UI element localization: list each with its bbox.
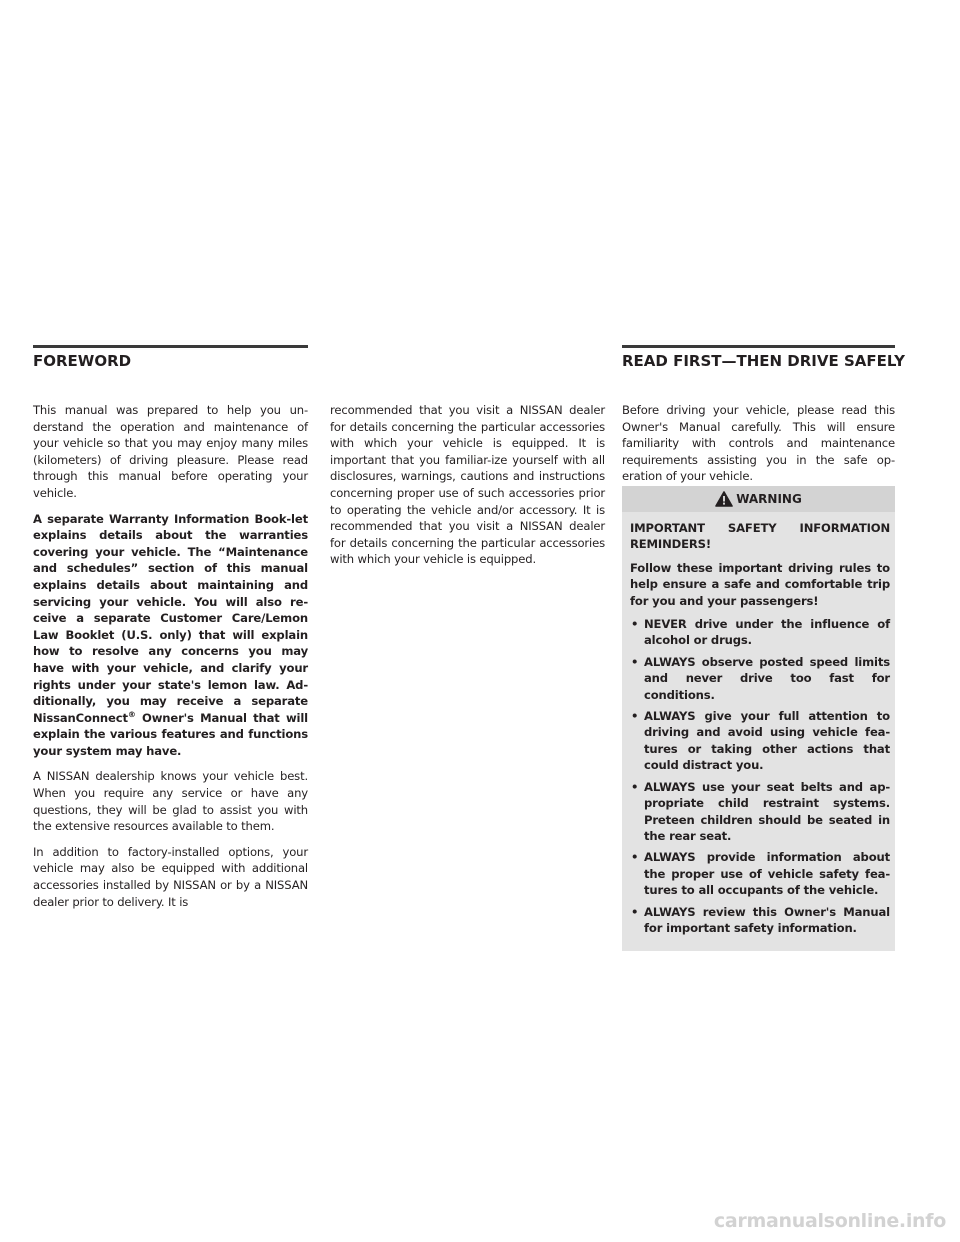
foreword-rule	[33, 345, 308, 348]
warning-item-text: NEVER drive under the influence of alcohol or drugs.	[644, 617, 890, 648]
warning-item	[630, 654, 890, 703]
registered-mark: ®	[127, 709, 136, 719]
warning-item-text: ALWAYS observe posted speed limits and never drive too fast for conditions.	[644, 654, 890, 702]
warning-body	[622, 512, 895, 936]
warning-item-text: ALWAYS provide information about the proper use of vehicle safety fea-tures to all occupants of the vehicle.	[644, 850, 890, 898]
warning-item-text: ALWAYS give your full attention to driving and avoid using vehicle fea-tures or taking other actions that could distract you.	[644, 709, 890, 773]
warning-title: WARNING	[736, 492, 802, 506]
warranty-text: A separate Warranty Information Book-let explains details about the warranties covering your vehicle. The “Maintenance and schedules” section of this manual explains details about maintaining and servicing your vehicle. You will also re-ceive a separate Customer Care/Lemon Law Booklet (U.S. only) that will explain how to resolve any concerns you may have with your vehicle, and clarify your rights under your state's lemon law. Ad-ditionally, you may receive a separate NissanConnect	[33, 511, 308, 725]
warning-triangle-icon	[715, 491, 733, 507]
read-first-rule	[622, 345, 895, 348]
warning-item-text: ALWAYS use your seat belts and ap-propriate child restraint systems. Preteen children should be seated in the rear seat.	[644, 779, 890, 843]
warning-header	[622, 486, 895, 512]
foreword-paragraph-1: This manual was prepared to help you un-derstand the operation and maintenance of your vehicle so that you may enjoy many miles (kilometers) of driving pleasure. Please read through this manual before operating your vehicle.	[33, 403, 308, 500]
read-first-column	[622, 402, 895, 494]
read-first-intro: Before driving your vehicle, please read this Owner's Manual carefully. This will ensure familiarity with controls and maintenance requirements assisting you in the safe op-eration of your vehicle.	[622, 403, 895, 484]
warranty-text-end: Owner's Manual that will explain the various features and functions your system may have.	[33, 710, 308, 758]
bullet: •	[631, 654, 639, 669]
bullet: •	[631, 779, 639, 794]
warranty-paragraph	[33, 511, 308, 760]
bullet: •	[631, 850, 639, 865]
bullet: •	[631, 904, 639, 919]
accessories-paragraph-continued: recommended that you visit a NISSAN dealer for details concerning the particular accessories with which your vehicle is equipped. It is important that you familiar-ize yourself with all disclosures, warnings, cautions and instructions concerning proper use of such accessories prior to operating the vehicle and/or accessory. It is recommended that you visit a NISSAN dealer for details concerning the particular accessories with which your vehicle is equipped.	[330, 403, 605, 567]
warning-item	[630, 616, 890, 649]
warning-item-text: ALWAYS review this Owner's Manual for important safety information.	[644, 904, 890, 935]
dealership-paragraph: A NISSAN dealership knows your vehicle best. When you require any service or have any questions, they will be glad to assist you with the extensive resources available to them.	[33, 769, 308, 834]
foreword-column-2	[330, 402, 605, 577]
warning-list	[630, 616, 890, 936]
warning-subheading: Follow these important driving rules to help ensure a safe and comfortable trip for you and your passengers!	[630, 560, 890, 608]
accessories-paragraph: In addition to factory-installed options, your vehicle may also be equipped with additional accessories installed by NISSAN or by a NISSAN dealer prior to delivery. It is	[33, 844, 308, 909]
warning-box	[622, 486, 895, 951]
footer-watermark: carmanualsonline.info	[713, 1210, 946, 1232]
warning-heading: IMPORTANT SAFETY INFORMATION REMINDERS!	[630, 521, 890, 552]
warning-item	[630, 779, 890, 845]
foreword-column-1	[33, 402, 308, 919]
warning-item	[630, 904, 890, 937]
read-first-heading: READ FIRST—THEN DRIVE SAFELY	[622, 352, 905, 370]
bullet: •	[631, 709, 639, 724]
warning-item	[630, 849, 890, 898]
bullet: •	[631, 617, 639, 632]
warning-item	[630, 708, 890, 774]
foreword-heading: FOREWORD	[33, 352, 132, 370]
